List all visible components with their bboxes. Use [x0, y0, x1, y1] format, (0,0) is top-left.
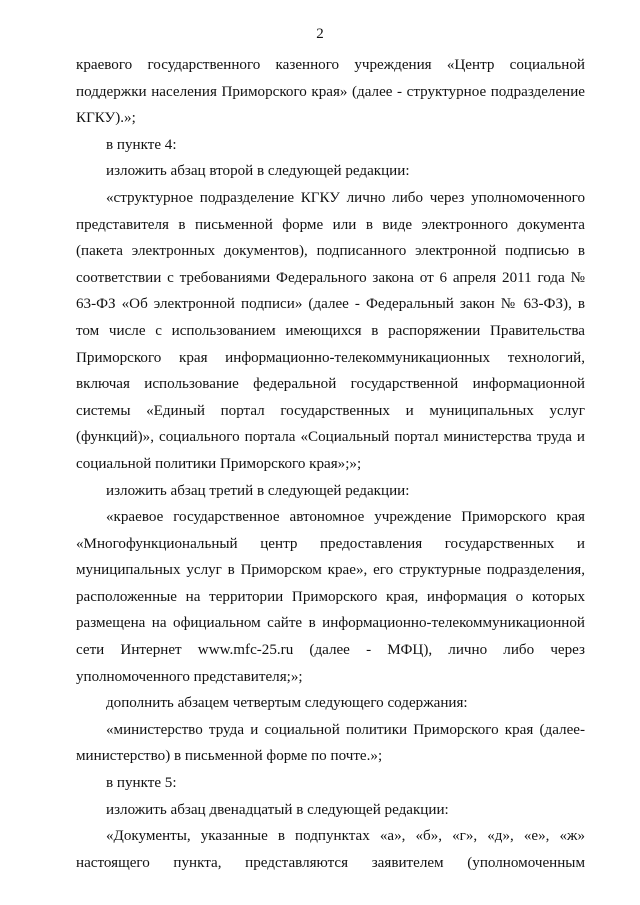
paragraph: изложить абзац третий в следующей редакции:: [106, 482, 410, 499]
paragraph: «министерство труда и социальной политики Приморского края (далее-министерство) в письменной форме по почте.»;: [76, 721, 585, 765]
paragraph: «структурное подразделение КГКУ лично либо через уполномоченного представителя в письменной форме или в виде электронного документа (пакета электронных документов), подписанного электронной подписью в соответствии с требованиями Федерального закона от 6 апреля 2011 года № 63-ФЗ «Об электронной подписи» (далее - Федеральный закон № 63-ФЗ), в том числе с использованием имеющихся в распоряжении Правительства Приморского края информационно-телекоммуникационных технологий, включая использование федеральной государственной информационной системы «Единый портал государственных и муниципальных услуг (функций)», социального портала «Социальный портал министерства труда и социальной политики Приморского края»;»;: [76, 189, 585, 472]
paragraph: дополнить абзацем четвертым следующего содержания:: [106, 695, 468, 712]
paragraph: в пункте 4:: [106, 136, 177, 153]
paragraph: в пункте 5:: [106, 775, 177, 792]
paragraph: изложить абзац второй в следующей редакции:: [106, 163, 410, 180]
paragraph: «краевое государственное автономное учреждение Приморского края «Многофункциональный центр предоставления государственных и муниципальных услуг в Приморском крае», его структурные подразделения, расположенные на территории Приморского края, информация о которых размещена на официальном сайте в информационно-телекоммуникационной сети Интернет www.mfc-25.ru (далее - МФЦ), лично либо через уполномоченного представителя;»;: [76, 509, 585, 685]
paragraph: «Документы, указанные в подпунктах «а», «б», «г», «д», «е», «ж» настоящего пункта, представляются заявителем (уполномоченным: [76, 828, 585, 871]
paragraph: краевого государственного казенного учреждения «Центр социальной поддержки населения Приморского края» (далее - структурное подразделение КГКУ).»;: [76, 57, 585, 127]
paragraph: изложить абзац двенадцатый в следующей редакции:: [106, 801, 449, 818]
document-body: [76, 52, 585, 876]
page-number: 2: [316, 26, 324, 42]
